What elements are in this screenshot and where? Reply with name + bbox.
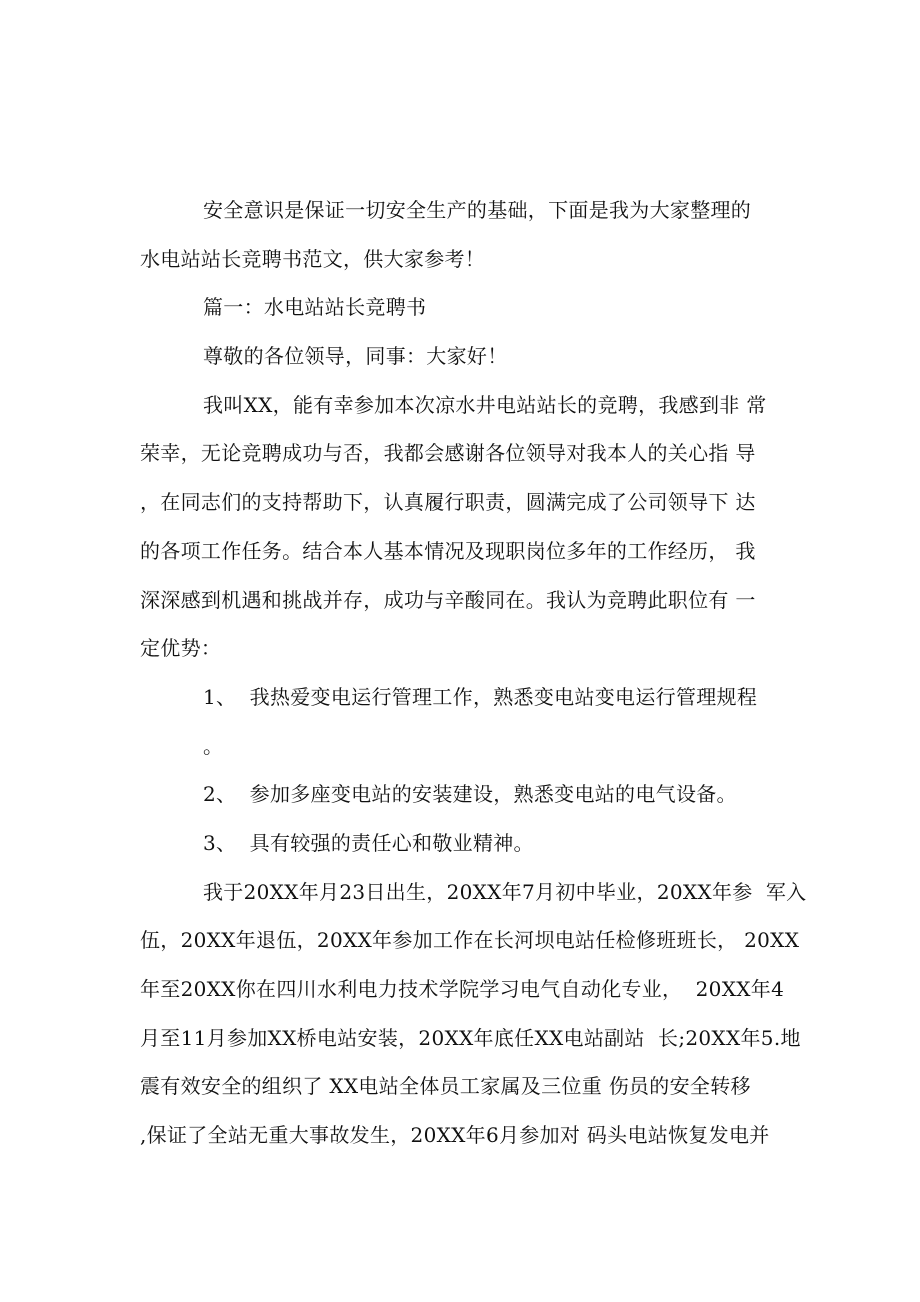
text-line: 震有效安全的组织了 XX电站全体员工家属及三位重 伤员的安全转移 — [140, 1074, 751, 1099]
text-line: 尊敬的各位领导，同事：大家好！ — [203, 344, 508, 369]
text-line: 深深感到机遇和挑战并存，成功与辛酸同在。我认为竞聘此职位有 一 — [140, 587, 756, 612]
paragraph — [140, 387, 800, 679]
text-line: 篇一：水电站站长竞聘书 — [203, 295, 427, 320]
text-line: 年至20XX你在四川水利电力技术学院学习电气自动化专业， 20XX年4 — [140, 977, 785, 1001]
text-line: 的各项工作任务。结合本人基本情况及现职岗位多年的工作经历， 我 — [140, 538, 756, 563]
paragraph — [140, 776, 800, 825]
text-line: ,保证了全站无重大事故发生，20XX年6月参加对 码头电站恢复发电并 — [140, 1123, 770, 1148]
document-body — [140, 192, 807, 1166]
text-line: 我于20XX年月23日出生，20XX年7月初中毕业，20XX年参 军入 — [203, 879, 807, 904]
text-line: 。 — [203, 733, 224, 758]
text-line: 3、 具有较强的责任心和敬业精神。 — [203, 830, 534, 855]
text-line: 定优势： — [140, 636, 222, 661]
text-line: 安全意识是保证一切安全生产的基础，下面是我为大家整理的 — [203, 198, 752, 222]
paragraph — [140, 289, 800, 338]
text-line: 伍，20XX年退伍，20XX年参加工作在长河坝电站任检修班班长， 20XX — [140, 928, 800, 953]
text-line: ，在同志们的支持帮助下，认真履行职责，圆满完成了公司领导下 达 — [140, 490, 756, 515]
paragraph — [140, 192, 800, 289]
paragraph — [140, 825, 800, 874]
text-line: 2、 参加多座变电站的安装建设，熟悉变电站的电气设备。 — [203, 782, 737, 807]
text-line: 1、 我热爱变电运行管理工作，熟悉变电站变电运行管理规程 — [203, 684, 758, 709]
text-line: 我叫XX，能有幸参加本次凉水井电站站长的竞聘，我感到非 常 — [203, 392, 767, 417]
paragraph — [140, 679, 800, 776]
text-line: 荣幸，无论竞聘成功与否，我都会感谢各位领导对我本人的关心指 导 — [140, 441, 756, 466]
paragraph — [140, 338, 800, 387]
text-line: 月至11月参加XX桥电站安装，20XX年底任XX电站副站 长;20XX年5.地 — [140, 1025, 801, 1050]
text-line: 水电站站长竞聘书范文，供大家参考！ — [140, 246, 486, 271]
paragraph — [140, 874, 807, 1166]
